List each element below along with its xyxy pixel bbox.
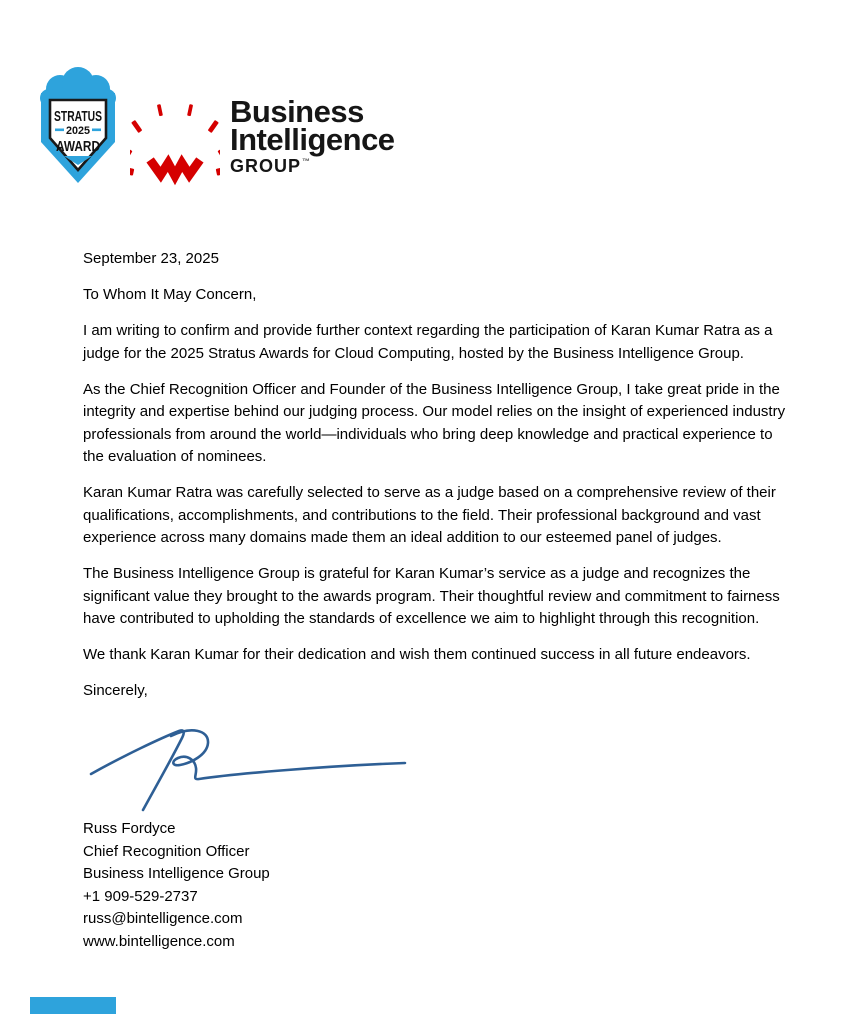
org-wordmark [230, 94, 395, 176]
org-name-line1: Business [230, 94, 364, 129]
letter-paragraph: Karan Kumar Ratra was carefully selected to serve as a judge based on a comprehensive review of their qualifications, accomplishments, and contributions to the field. Their professional background and vast experience across many domains made them an ideal addition to our esteemed panel of judges. [83, 484, 776, 546]
letter-paragraph: We thank Karan Kumar for their dedication and wish them continued success in all future endeavors. [83, 646, 751, 663]
letter-closing: Sincerely, [83, 682, 148, 699]
stratus-award-badge-icon [36, 62, 120, 186]
sender-phone: +1 909-529-2737 [83, 887, 198, 905]
trademark-symbol: ™ [302, 157, 311, 166]
letter-body [83, 248, 795, 953]
big-burst-icon [130, 100, 220, 191]
letter-date: September 23, 2025 [83, 250, 219, 267]
sender-organization: Business Intelligence Group [83, 865, 270, 882]
org-name-line3: GROUP [230, 156, 302, 176]
org-name-line2: Intelligence [230, 122, 395, 157]
sender-name: Russ Fordyce [83, 820, 176, 837]
letter-paragraph: I am writing to confirm and provide further context regarding the participation of Karan Kumar Ratra as a judge for the 2025 Stratus Awards for Cloud Computing, hosted by the Business Intelligence Group. [83, 322, 773, 362]
sender-website: www.bintelligence.com [83, 932, 235, 950]
footer-accent-bar [30, 997, 116, 1014]
letter-salutation: To Whom It May Concern, [83, 286, 257, 303]
badge-stratus-label: STRATUS [54, 109, 103, 125]
badge-award-label: AWARD [56, 139, 100, 155]
badge-year-label: 2025 [66, 125, 90, 137]
handwritten-signature-image [83, 716, 795, 812]
letterhead [36, 62, 395, 191]
contact-block [83, 818, 795, 953]
sender-email: russ@bintelligence.com [83, 910, 243, 927]
letter-paragraph: As the Chief Recognition Officer and Founder of the Business Intelligence Group, I take great pride in the integrity and expertise behind our judging process. Our model relies on the insight of experienced industry professionals from around the world—individuals who bring deep knowledge and practical experience to the evaluation of nominees. [83, 380, 786, 465]
sender-title: Chief Recognition Officer [83, 842, 250, 860]
letter-paragraph: The Business Intelligence Group is grateful for Karan Kumar’s service as a judge and recognizes the significant value they brought to the awards program. Their thoughtful review and commitment to fairness have contributed to upholding the standards of excellence we aim to highlight through this recognition. [83, 565, 780, 627]
